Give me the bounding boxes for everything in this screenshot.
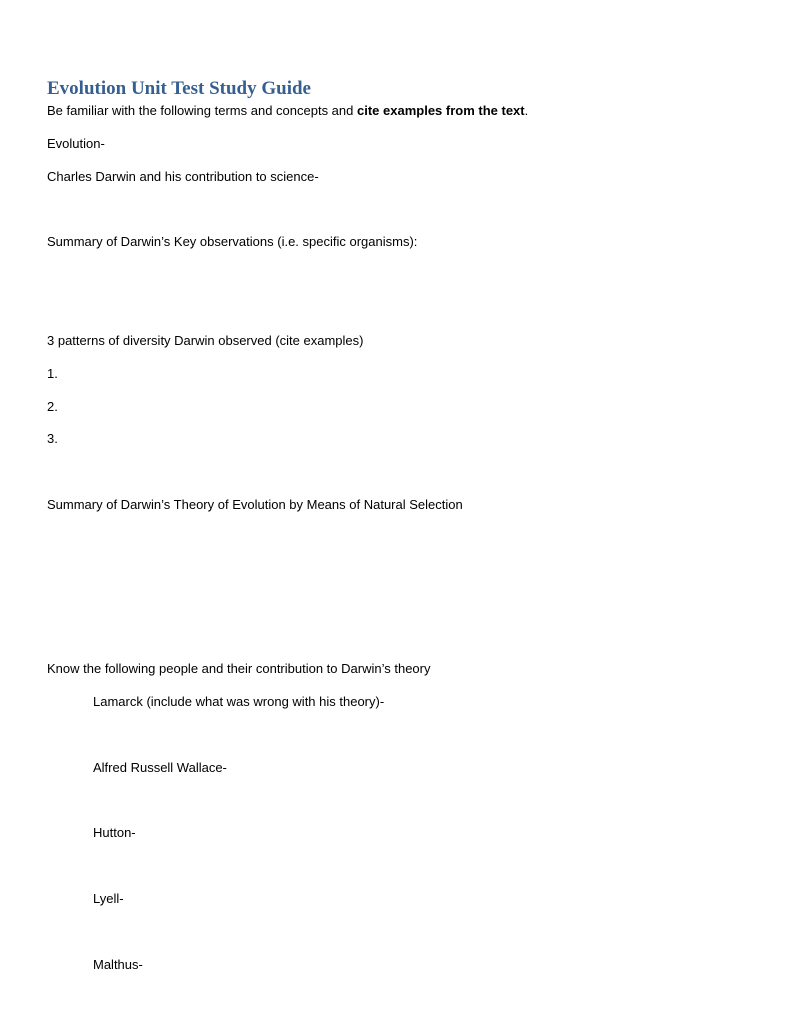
person-lamarck: Lamarck (include what was wrong with his theory)-	[93, 694, 385, 709]
person-malthus: Malthus-	[93, 957, 143, 972]
evolution-term: Evolution-	[47, 136, 105, 151]
charles-darwin-term: Charles Darwin and his contribution to science-	[47, 169, 319, 184]
person-lyell: Lyell-	[93, 891, 124, 906]
intro-paragraph	[47, 102, 528, 120]
people-heading: Know the following people and their contribution to Darwin’s theory	[47, 661, 431, 676]
pattern-item-2: 2.	[47, 399, 58, 414]
pattern-item-3: 3.	[47, 431, 58, 446]
pattern-item-1: 1.	[47, 366, 58, 381]
intro-text: Be familiar with the following terms and concepts and	[47, 103, 357, 118]
person-hutton: Hutton-	[93, 825, 136, 840]
page-title: Evolution Unit Test Study Guide	[47, 78, 311, 99]
intro-emphasis: cite examples from the text	[357, 103, 525, 118]
intro-period: .	[524, 103, 529, 118]
person-wallace: Alfred Russell Wallace-	[93, 760, 227, 775]
patterns-heading: 3 patterns of diversity Darwin observed (cite examples)	[47, 333, 364, 348]
theory-summary-heading: Summary of Darwin’s Theory of Evolution by Means of Natural Selection	[47, 497, 463, 512]
key-observations-heading: Summary of Darwin’s Key observations (i.e. specific organisms):	[47, 234, 418, 249]
